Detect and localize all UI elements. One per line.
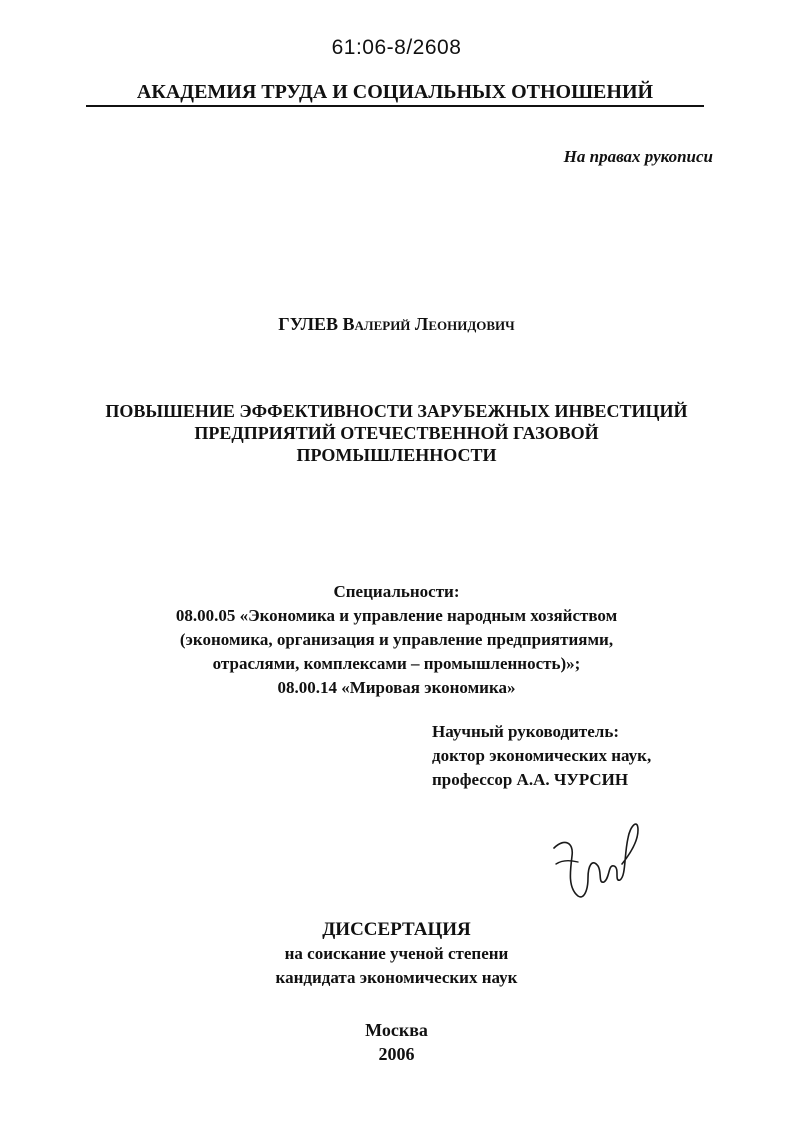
year: 2006 — [378, 1044, 415, 1064]
advisor-name: профессор А.А. ЧУРСИН — [432, 770, 629, 789]
author-given-names: Валерий Леонидович — [342, 314, 515, 334]
handwritten-signature — [548, 808, 644, 904]
specialty-line: 08.00.14 «Мировая экономика» — [277, 678, 516, 697]
title-line: ПРЕДПРИЯТИЙ ОТЕЧЕСТВЕННОЙ ГАЗОВОЙ — [194, 423, 599, 443]
title-line: ПРОМЫШЛЕННОСТИ — [296, 445, 497, 465]
title-line: ПОВЫШЕНИЕ ЭФФЕКТИВНОСТИ ЗАРУБЕЖНЫХ ИНВЕСТИЦИЙ — [105, 401, 688, 421]
advisor-degree: доктор экономических наук, — [432, 746, 652, 765]
city: Москва — [365, 1020, 428, 1040]
manuscript-rights-note: На правах рукописи — [563, 147, 713, 166]
advisor-block — [432, 720, 651, 792]
dissertation-heading: ДИССЕРТАЦИЯ — [322, 919, 471, 940]
specialties-block — [0, 580, 793, 700]
degree-line: на соискание ученой степени — [284, 944, 509, 963]
place-and-year — [0, 1018, 793, 1066]
archive-stamp: 61:06-8/2608 — [331, 36, 462, 59]
dissertation-block — [0, 918, 793, 990]
dissertation-title — [0, 400, 793, 466]
specialty-line: отраслями, комплексами – промышленность)»; — [212, 654, 581, 673]
degree-line: кандидата экономических наук — [275, 968, 518, 987]
advisor-role: Научный руководитель: — [432, 722, 619, 741]
specialties-heading: Специальности: — [333, 582, 460, 601]
institution-name: АКАДЕМИЯ ТРУДА И СОЦИАЛЬНЫХ ОТНОШЕНИЙ — [86, 80, 704, 107]
specialty-line: (экономика, организация и управление предприятиями, — [179, 630, 614, 649]
specialty-line: 08.00.05 «Экономика и управление народным хозяйством — [175, 606, 618, 625]
author-surname: ГУЛЕВ — [278, 314, 338, 334]
author-name — [0, 314, 793, 335]
